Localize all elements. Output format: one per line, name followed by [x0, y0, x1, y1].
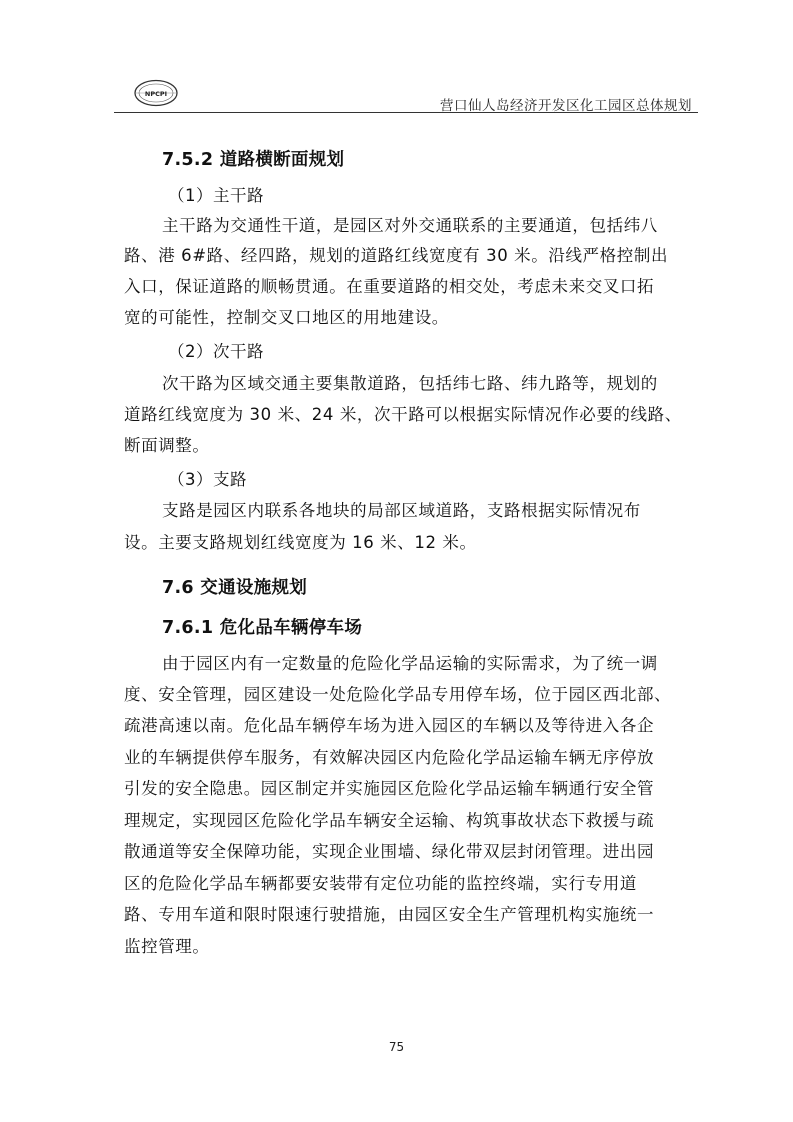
paragraph-line: 度、安全管理，园区建设一处危险化学品专用停车场，位于园区西北部、 [124, 685, 672, 704]
logo-text: NPCPI [144, 90, 168, 98]
paragraph-line: 业的车辆提供停车服务，有效解决园区内危险化学品运输车辆无序停放 [124, 748, 655, 767]
paragraph-line: 断面调整。 [124, 436, 210, 455]
header-rule [114, 112, 698, 113]
paragraph-line: 支路是园区内联系各地块的局部区域道路，支路根据实际情况布 [162, 501, 641, 520]
paragraph-line: 散通道等安全保障功能，实现企业围墙、绿化带双层封闭管理。进出园 [124, 842, 655, 861]
paragraph-line: 设。主要支路规划红线宽度为 16 米、12 米。 [124, 533, 477, 552]
subsection-label-secondary-road: （2）次干路 [168, 342, 264, 361]
page-number: 75 [388, 1040, 405, 1054]
paragraph-line: 主干路为交通性干道，是园区对外交通联系的主要通道，包括纬八 [162, 216, 658, 235]
paragraph-line: 路、专用车道和限时限速行驶措施，由园区安全生产管理机构实施统一 [124, 905, 655, 924]
subsection-label-main-road: （1）主干路 [168, 186, 264, 205]
paragraph-line: 理规定，实现园区危险化学品车辆安全运输、构筑事故状态下救援与疏 [124, 811, 655, 830]
paragraph-line: 路、港 6#路、经四路，规划的道路红线宽度有 30 米。沿线严格控制出 [124, 246, 669, 265]
section-heading-7-5-2: 7.5.2 道路横断面规划 [162, 150, 345, 170]
npcpi-logo [133, 78, 179, 108]
paragraph-line: 由于园区内有一定数量的危险化学品运输的实际需求，为了统一调 [162, 654, 658, 673]
header-title: 营口仙人岛经济开发区化工园区总体规划 [440, 98, 692, 114]
paragraph-line: 区的危险化学品车辆都要安装带有定位功能的监控终端，实行专用道 [124, 874, 637, 893]
subsection-label-branch-road: （3）支路 [168, 470, 247, 489]
paragraph-line: 宽的可能性，控制交叉口地区的用地建设。 [124, 308, 449, 327]
paragraph-line: 疏港高速以南。危化品车辆停车场为进入园区的车辆以及等待进入各企 [124, 716, 655, 735]
section-heading-7-6-1: 7.6.1 危化品车辆停车场 [162, 618, 363, 638]
section-heading-7-6: 7.6 交通设施规划 [162, 578, 308, 598]
paragraph-line: 道路红线宽度为 30 米、24 米，次干路可以根据实际情况作必要的线路、 [124, 405, 682, 424]
paragraph-line: 监控管理。 [124, 937, 210, 956]
paragraph-line: 入口，保证道路的顺畅贯通。在重要道路的相交处，考虑未来交叉口拓 [124, 277, 655, 296]
paragraph-line: 引发的安全隐患。园区制定并实施园区危险化学品运输车辆通行安全管 [124, 779, 655, 798]
paragraph-line: 次干路为区域交通主要集散道路，包括纬七路、纬九路等，规划的 [162, 374, 658, 393]
